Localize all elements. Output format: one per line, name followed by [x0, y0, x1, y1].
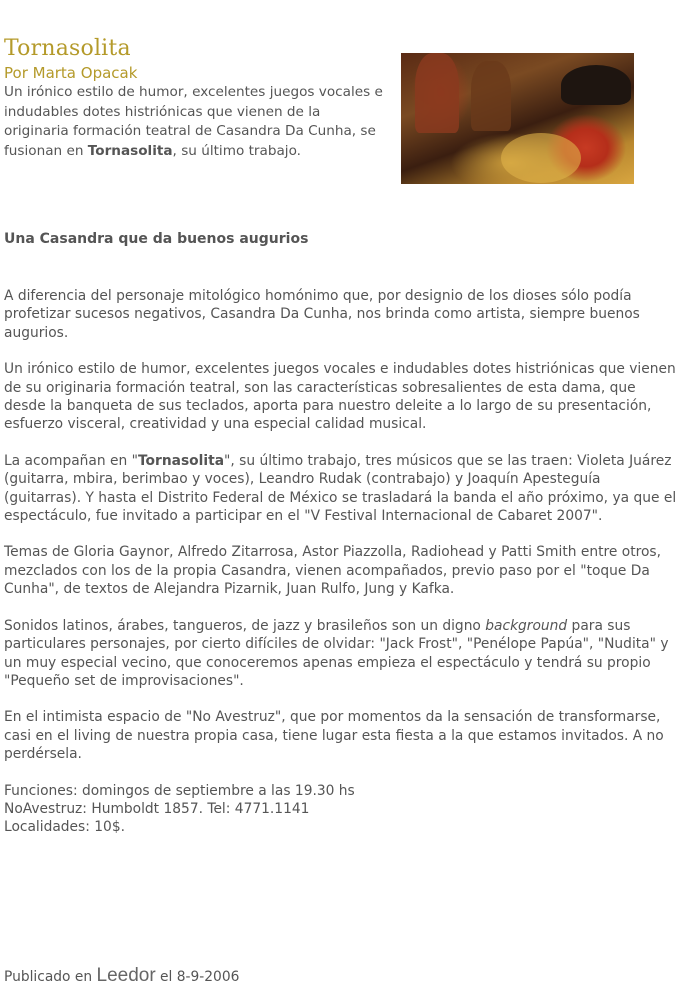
article-author: Por Marta Opacak — [4, 64, 138, 82]
publication-line — [4, 965, 239, 987]
lead-text-end: , su último trabajo. — [172, 142, 301, 159]
paragraph-5 — [4, 617, 680, 691]
article-subheading: Una Casandra que da buenos augurios — [4, 231, 309, 247]
info-localidades: Localidades: 10$. — [4, 819, 125, 836]
paragraph-4: Temas de Gloria Gaynor, Alfredo Zitarrosa, Astor Piazzolla, Radiohead y Patti Smith entre otros, mezclados con los de la propia Casandra, vienen acompañados, previo paso por el "toque Da Cunha", de textos de Alejandra Pizarnik, Juan Rulfo, Jung y Kafka. — [4, 544, 661, 598]
publication-source-link[interactable]: Leedor — [96, 965, 156, 986]
paragraph-3-end: ", su último trabajo, tres músicos que se las traen: Violeta Juárez (guitarra, mbira, berimbao y voces), Leandro Rudak (contrabajo) y Joaquín Apesteguía (guitarras). Y hasta el Distrito Federal de México se trasladará la banda el año próximo, ya que el espectáculo, fue invitado a participar en el "V Festival Internacional de Cabaret 2007". — [4, 452, 677, 525]
paragraph-5-italic: background — [485, 617, 568, 634]
paragraph-1: A diferencia del personaje mitológico homónimo que, por designio de los dioses sólo podía profetizar sucesos negativos, Casandra Da Cunha, nos brinda como artista, siempre buenos augurios. — [4, 288, 640, 341]
article-photo — [401, 53, 634, 184]
publication-prefix: Publicado en — [4, 969, 97, 985]
photo-figure-left — [415, 53, 459, 133]
photo-light — [501, 133, 581, 183]
paragraph-3 — [4, 452, 680, 526]
paragraph-3-start: La acompañan en " — [4, 452, 138, 469]
publication-date: el 8-9-2006 — [155, 969, 240, 985]
paragraph-6: En el intimista espacio de "No Avestruz", que por momentos da la sensación de transformarse, casi en el living de nuestra propia casa, tiene lugar esta fiesta a la que estamos invitados. A no perdérsela. — [4, 709, 664, 763]
paragraph-2: Un irónico estilo de humor, excelentes juegos vocales e indudables dotes histriónicas que vienen de su originaria formación teatral, son las características sobresalientes de esta dama, que desde la banqueta de sus teclados, aporta para nuestro deleite a lo largo de su presentación, esfuerzo visceral, creatividad y una especial calidad musical. — [4, 361, 676, 433]
event-info — [4, 782, 680, 837]
paragraph-5-start: Sonidos latinos, árabes, tangueros, de jazz y brasileños son un digno — [4, 617, 486, 634]
info-venue: NoAvestruz: Humboldt 1857. Tel: 4771.1141 — [4, 800, 310, 817]
article-title: Tornasolita — [4, 36, 131, 61]
article-lead — [4, 83, 384, 161]
article-body — [4, 287, 680, 837]
photo-figure-middle — [471, 61, 511, 131]
paragraph-3-bold: Tornasolita — [137, 452, 225, 469]
info-funciones: Funciones: domingos de septiembre a las 19.30 hs — [4, 782, 355, 799]
photo-hat — [561, 65, 631, 105]
paragraph-5-end: para sus particulares personajes, por cierto difíciles de olvidar: "Jack Frost", "Penélope Papúa", "Nudita" y un muy especial vecino, que conoceremos apenas empieza el espectáculo y tendrá su propio "Pequeño set de improvisaciones". — [4, 617, 669, 689]
lead-text: Un irónico estilo de humor, excelentes juegos vocales e indudables dotes histriónicas que vienen de la originaria formación teatral de Casandra Da Cunha, se fusionan en — [4, 84, 383, 159]
lead-bold-title: Tornasolita — [87, 142, 173, 159]
